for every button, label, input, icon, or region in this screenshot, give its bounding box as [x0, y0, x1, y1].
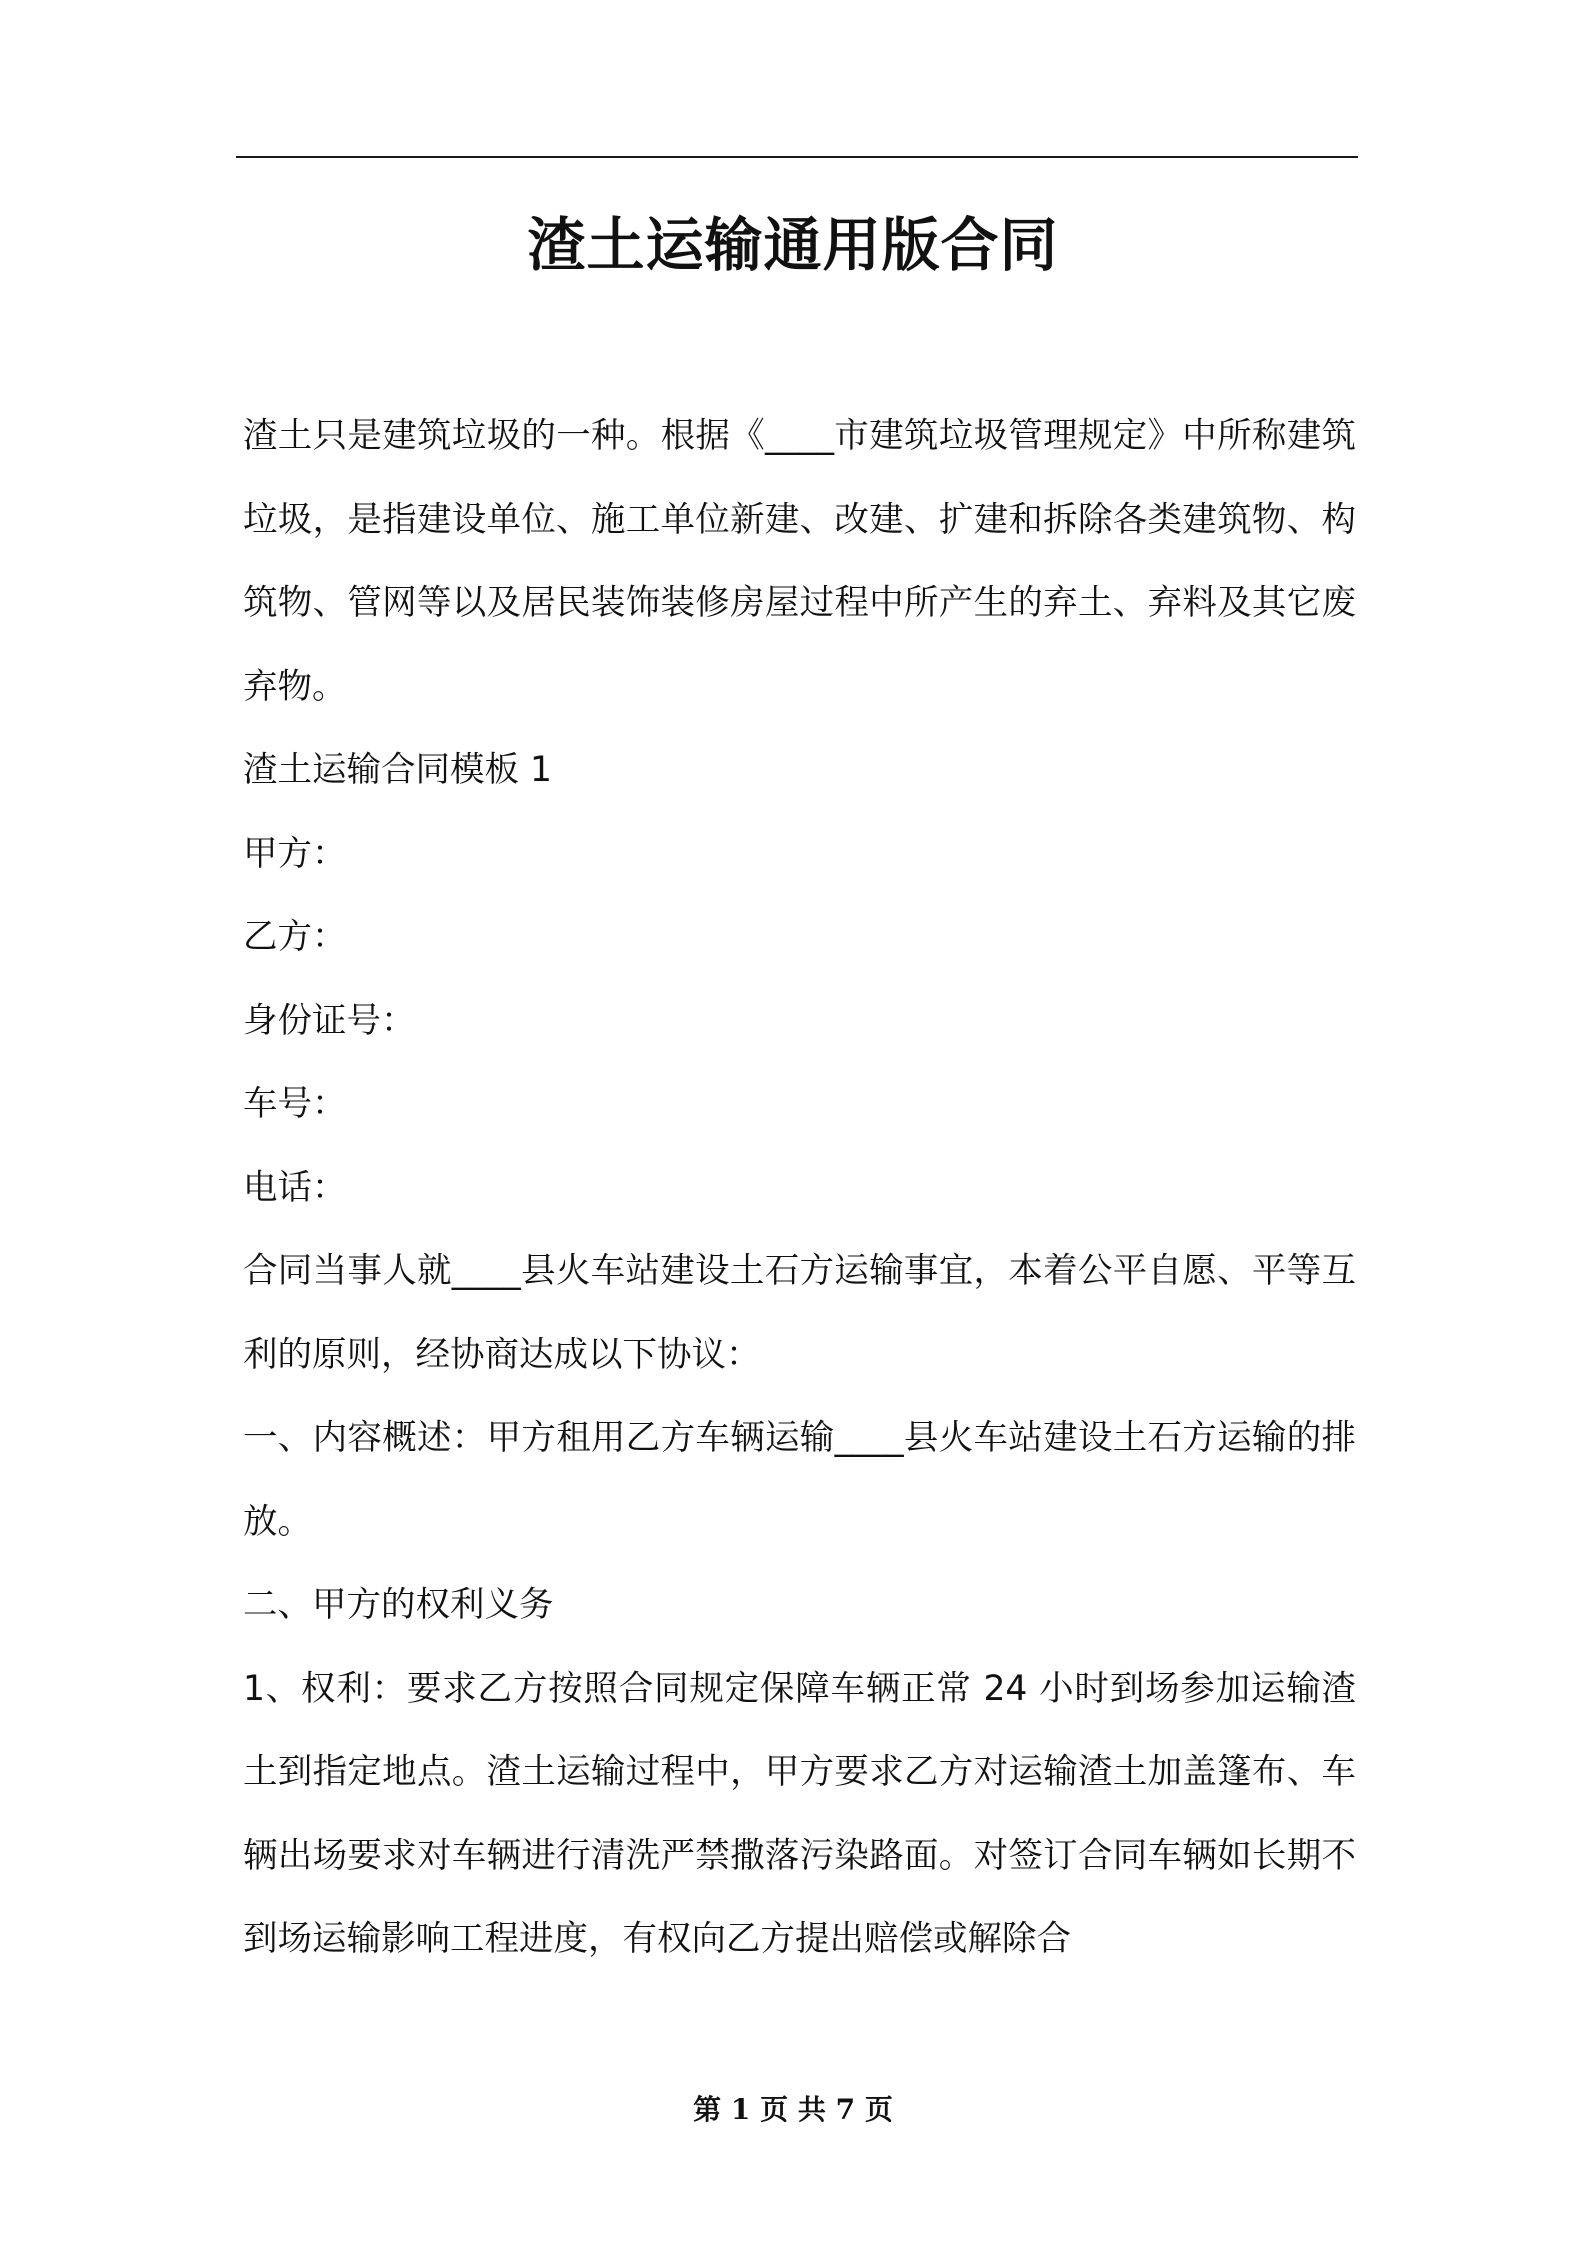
field-phone: 电话： — [243, 1167, 347, 1208]
section-1-overview: 一、内容概述：甲方租用乙方车辆运输____县火车站建设土石方运输的排放。 — [243, 1418, 1356, 1542]
section-2-item-1: 1、权利：要求乙方按照合同规定保障车辆正常 24 小时到场参加运输渣土到指定地点。渣土运输过程中，甲方要求乙方对运输渣土加盖篷布、车辆出场要求对车辆进行清洗严禁撒落污染路面。对签订合同车辆如长期不到场运输影响工程进度，有权向乙方提出赔偿或解除合 — [243, 1668, 1356, 1959]
field-id-number: 身份证号： — [243, 1000, 416, 1041]
paragraph-agreement: 合同当事人就____县火车站建设土石方运输事宜，本着公平自愿、平等互利的原则，经协商达成以下协议： — [243, 1251, 1356, 1375]
section-2-heading: 二、甲方的权利义务 — [243, 1585, 554, 1625]
document-body — [243, 395, 1356, 1982]
field-party-b: 乙方： — [243, 917, 347, 957]
header-rule — [236, 156, 1358, 158]
paragraph-intro: 渣土只是建筑垃圾的一种。根据《____市建筑垃圾管理规定》中所称建筑垃圾，是指建设单位、施工单位新建、改建、扩建和拆除各类建筑物、构筑物、管网等以及居民装饰装修房屋过程中所产生的弃土、弃料及其它废弃物。 — [243, 416, 1356, 707]
paragraph-template-heading: 渣土运输合同模板 1 — [243, 750, 552, 790]
field-party-a: 甲方： — [243, 833, 347, 874]
page-footer: 第 1 页 共 7 页 — [693, 2093, 893, 2126]
field-vehicle-number: 车号： — [243, 1084, 347, 1124]
document-title: 渣土运输通用版合同 — [527, 211, 1059, 279]
